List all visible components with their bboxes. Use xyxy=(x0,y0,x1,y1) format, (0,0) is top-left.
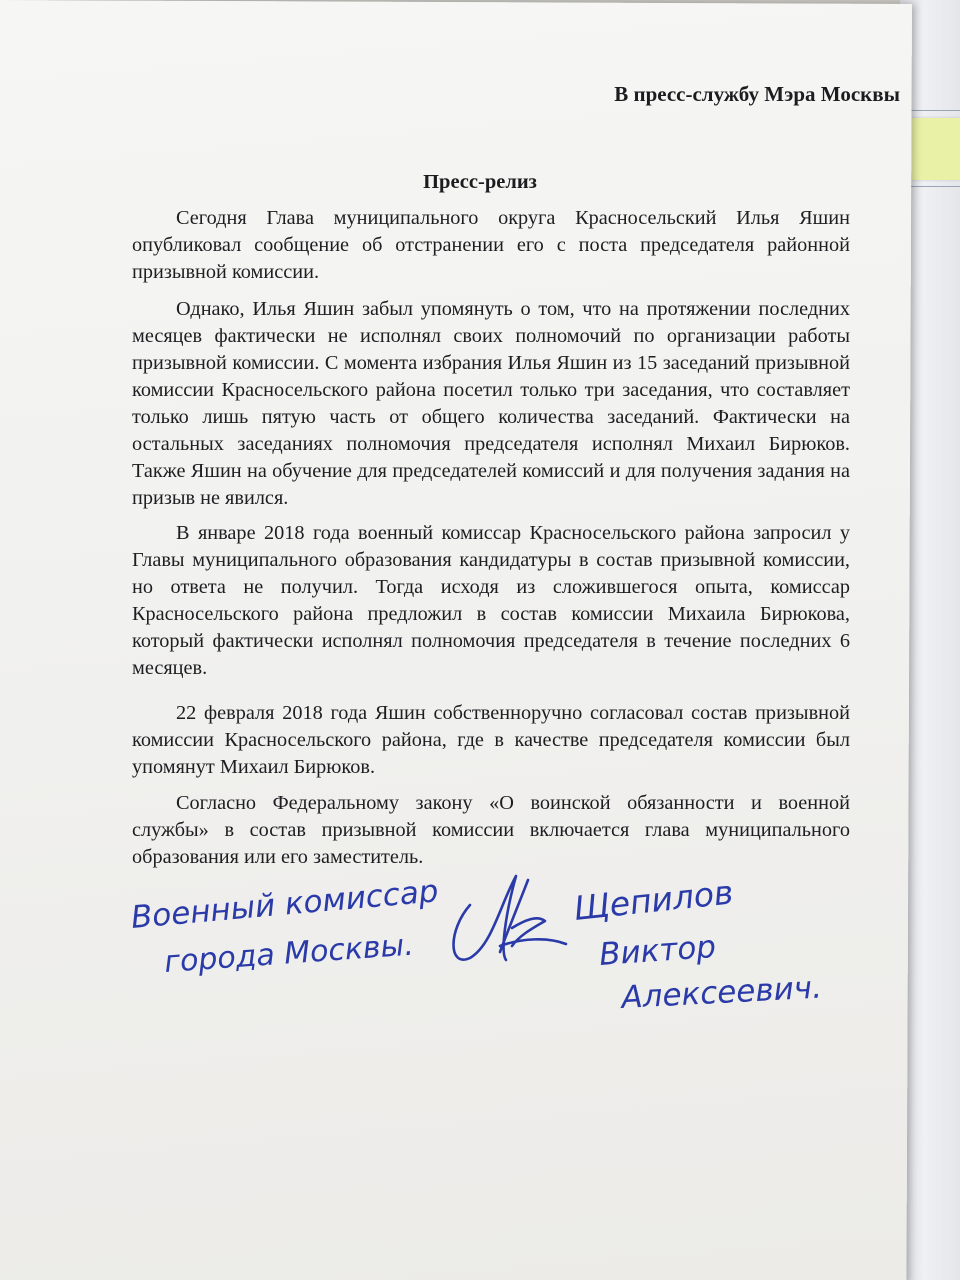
paragraph-3 xyxy=(132,520,850,682)
desk-line xyxy=(908,110,960,111)
paragraph-text: В январе 2018 года военный комиссар Красносельского района запросил у Главы муниципального образования кандидатуры в состав призывной комиссии, но ответа не получил. Тогда исходя из сложившегося опыта, комиссар Красносельского района предложил в состав комиссии Михаила Бирюкова, который фактически исполнял полномочия председателя в течение последних 6 месяцев. xyxy=(132,522,850,679)
paragraph-text: 22 февраля 2018 года Яшин собственноручно согласовал состав призывной комиссии Красносельского района, где в качестве председателя комиссии был упомянут Михаил Бирюков. xyxy=(132,702,850,778)
handwritten-name-first: Виктор xyxy=(598,928,718,973)
handwritten-title-line-1: Военный комиссар xyxy=(129,873,440,936)
paragraph-text: Однако, Илья Яшин забыл упомянуть о том, что на протяжении последних месяцев фактически не исполнял своих полномочий по организации работы призывной комиссии. С момента избрания Илья Яшин из 15 заседаний призывной комиссии Красносельского района посетил только три заседания, что составляет только лишь пятую часть от общего количества заседаний. Фактически на остальных заседаниях полномочия председателя исполнял Михаил Бирюков. Также Яшин на обучение для председателей комиссий и для получения задания на призыв не явился. xyxy=(132,298,850,509)
paragraph-text: Сегодня Глава муниципального округа Красносельский Илья Яшин опубликовал сообщение об отстранении его с поста председателя районной призывной комиссии. xyxy=(132,207,850,283)
addressee-header: В пресс-службу Мэра Москвы xyxy=(614,82,900,106)
handwritten-title-line-2: города Москвы. xyxy=(163,927,415,980)
document-title: Пресс-релиз xyxy=(423,171,537,193)
paragraph-5 xyxy=(132,790,850,871)
paragraph-1 xyxy=(132,205,850,286)
paragraph-2 xyxy=(132,296,850,512)
handwritten-name-patronymic: Алексеевич. xyxy=(620,969,823,1016)
paragraph-4 xyxy=(132,700,850,781)
paragraph-text: Согласно Федеральному закону «О воинской обязанности и военной службы» в состав призывной комиссии включается глава муниципального образования или его заместитель. xyxy=(132,792,850,868)
handwritten-name-surname: Щепилов xyxy=(571,872,736,928)
